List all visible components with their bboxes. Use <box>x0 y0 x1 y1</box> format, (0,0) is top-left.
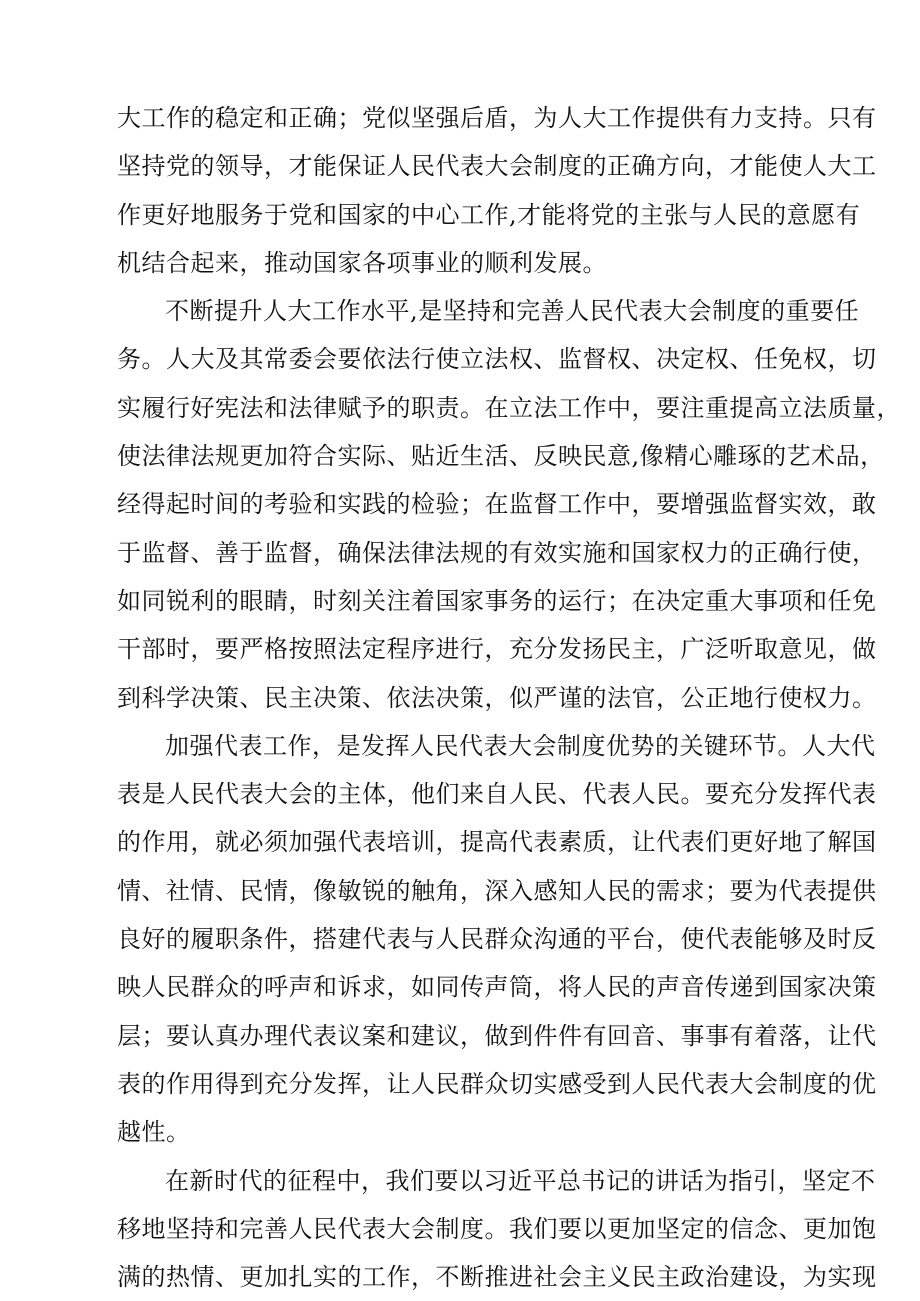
text-line: 情、社情、民情，像敏锐的触角，深入感知人民的需求；要为代表提供 <box>117 876 877 905</box>
text-line: 大工作的稳定和正确；党似坚强后盾，为人大工作提供有力支持。只有 <box>117 104 877 132</box>
text-line: 映人民群众的呼声和诉求，如同传声筒，将人民的声音传递到国家决策 <box>117 973 877 1002</box>
text-line: 机结合起来，推动国家各项事业的顺利发展。 <box>117 248 607 277</box>
text-line: 作更好地服务于党和国家的中心工作,才能将党的主张与人民的意愿有 <box>117 200 861 229</box>
text-line: 在新时代的征程中，我们要以习近平总书记的讲话为指引，坚定不 <box>165 1166 876 1195</box>
text-line: 务。人大及其常委会要依法行使立法权、监督权、决定权、任免权，切 <box>117 345 877 374</box>
text-line: 如同锐利的眼睛，时刻关注着国家事务的运行；在决定重大事项和任免 <box>117 586 877 615</box>
text-line: 移地坚持和完善人民代表大会制度。我们要以更加坚定的信念、更加饱 <box>117 1214 877 1243</box>
text-line: 良好的履职条件，搭建代表与人民群众沟通的平台，使代表能够及时反 <box>117 925 877 954</box>
text-line: 使法律法规更加符合实际、贴近生活、反映民意,像精心雕琢的艺术品， <box>117 442 885 471</box>
text-line: 不断提升人大工作水平,是坚持和完善人民代表大会制度的重要任 <box>165 297 860 326</box>
paragraph-1 <box>117 94 877 287</box>
text-line: 满的热情、更加扎实的工作，不断推进社会主义民主政治建设，为实现 <box>117 1263 877 1292</box>
text-line: 加强代表工作，是发挥人民代表大会制度优势的关键环节。人大代 <box>165 731 876 760</box>
document-page <box>117 94 901 1301</box>
text-line: 表是人民代表大会的主体，他们来自人民、代表人民。要充分发挥代表 <box>117 780 877 809</box>
paragraph-4 <box>117 1157 877 1301</box>
text-line: 越性。 <box>117 1118 191 1147</box>
text-line: 的作用，就必须加强代表培训，提高代表素质，让代表们更好地了解国 <box>117 828 877 857</box>
text-line: 干部时，要严格按照法定程序进行，充分发扬民主，广泛听取意见，做 <box>117 635 877 664</box>
paragraph-3 <box>117 722 877 1157</box>
text-line: 表的作用得到充分发挥，让人民群众切实感受到人民代表大会制度的优 <box>117 1069 877 1098</box>
text-line: 于监督、善于监督，确保法律法规的有效实施和国家权力的正确行使， <box>117 538 877 567</box>
text-line: 层；要认真办理代表议案和建议，做到件件有回音、事事有着落，让代 <box>117 1021 877 1050</box>
paragraph-2 <box>117 287 901 722</box>
text-line: 坚持党的领导，才能保证人民代表大会制度的正确方向，才能使人大工 <box>117 152 877 181</box>
text-line: 到科学决策、民主决策、依法决策，似严谨的法官，公正地行使权力。 <box>117 683 877 712</box>
text-line: 实履行好宪法和法律赋予的职责。在立法工作中，要注重提高立法质量， <box>117 393 901 422</box>
text-line: 经得起时间的考验和实践的检验；在监督工作中，要增强监督实效，敢 <box>117 490 877 519</box>
